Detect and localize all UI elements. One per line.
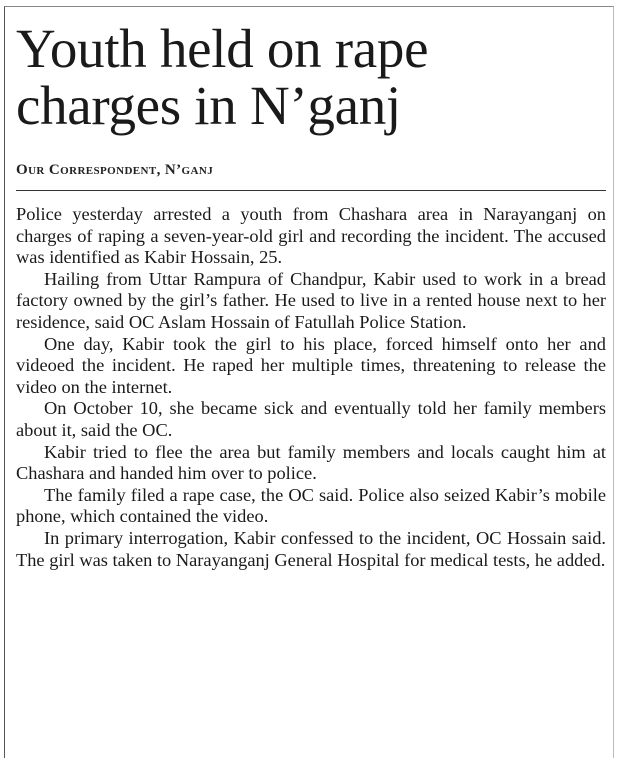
article-paragraph: On October 10, she became sick and eventually told her family members about it, said the OC. [16, 398, 606, 440]
byline-divider [16, 190, 606, 191]
article-headline: Youth held on rape charges in N’ganj [16, 18, 429, 136]
article-paragraph: One day, Kabir took the girl to his place, forced himself onto her and videoed the incident. He raped her multiple times, threatening to release the video on the internet. [16, 333, 606, 397]
article-paragraph: In primary interrogation, Kabir confessed to the incident, OC Hossain said. The girl was taken to Narayanganj General Hospital for medical tests, he added. [16, 527, 606, 570]
article-paragraph: Hailing from Uttar Rampura of Chandpur, Kabir used to work in a bread factory owned by the girl’s father. He used to live in a rented house next to her residence, said OC Aslam Hossain of Fatullah Police Station. [16, 268, 606, 332]
article-byline: Our Correspondent, N’ganj [16, 162, 214, 178]
article-paragraph: Police yesterday arrested a youth from Chashara area in Narayanganj on charges of raping a seven-year-old girl and recording the incident. The accused was identified as Kabir Hossain, 25. [16, 204, 606, 268]
article-paragraph: Kabir tried to flee the area but family members and locals caught him at Chashara and handed him over to police. [16, 441, 606, 484]
article-body [16, 204, 606, 571]
article-paragraph: The family filed a rape case, the OC said. Police also seized Kabir’s mobile phone, which contained the video. [16, 484, 606, 527]
